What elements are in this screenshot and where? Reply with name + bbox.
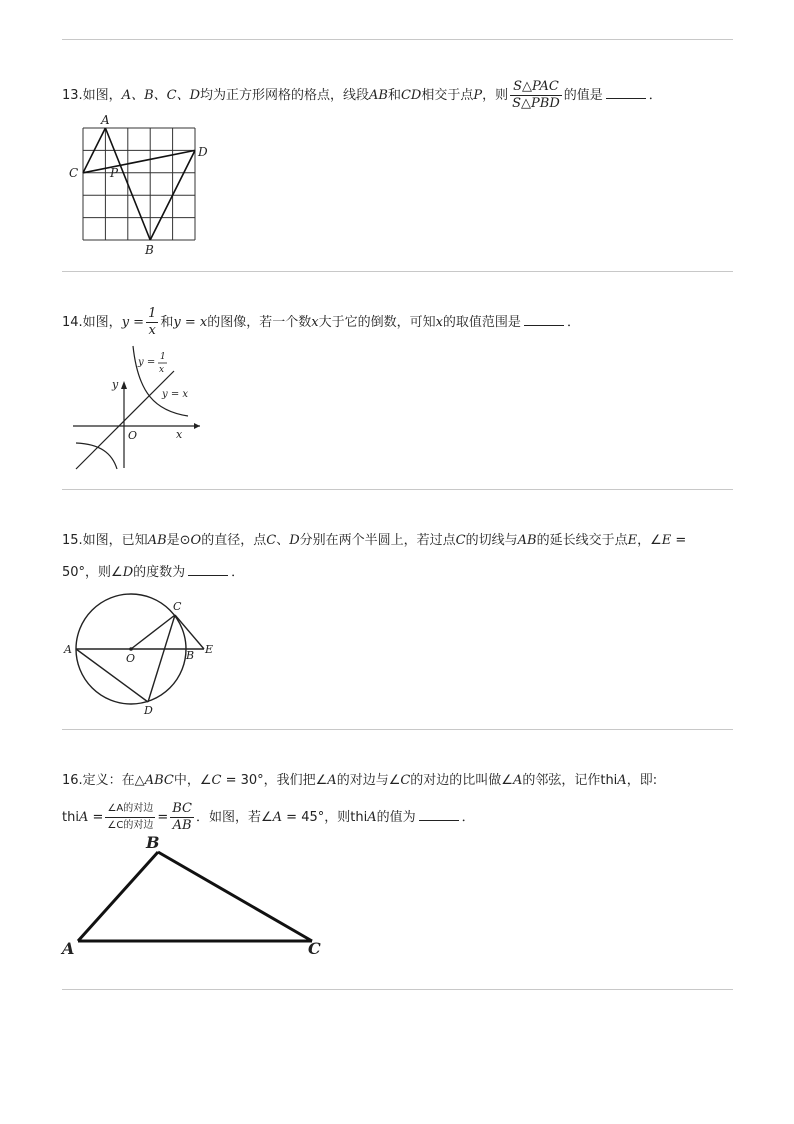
origin-label: O xyxy=(128,429,138,442)
question-13-text: 13.如图，A、B、C、D均为正方形网格的格点，线段AB和CD相交于点P，则 $\frac{\text{S△PAC}}{\text{S△PBD}}$ 的值是 ． xyxy=(62,79,662,111)
label-A: A xyxy=(64,643,72,656)
bc-over-ab-fraction: $\frac{BC}{AB}$ xyxy=(172,801,192,833)
thi-definition-fraction: $\frac{\text{∠A的对边}}{\text{∠C的对边}}$ xyxy=(107,803,154,831)
separator-15-16 xyxy=(62,729,733,730)
curve-label-den: x xyxy=(159,365,165,375)
curve-label-lhs: y = xyxy=(138,357,156,368)
label-E: E xyxy=(205,643,214,656)
answer-blank-16[interactable] xyxy=(419,808,459,821)
label-A: A xyxy=(62,939,75,958)
label-D: D xyxy=(144,704,153,717)
label-C: C xyxy=(308,939,321,958)
label-B: B xyxy=(186,649,195,662)
label-B: B xyxy=(146,833,160,852)
label-A: A xyxy=(101,113,110,127)
separator-13-14 xyxy=(62,271,733,272)
figure-16-triangle xyxy=(60,830,340,960)
answer-blank-13[interactable] xyxy=(606,86,646,99)
label-P: P xyxy=(110,166,119,180)
axis-x-label: x xyxy=(176,428,183,441)
answer-blank-14[interactable] xyxy=(524,313,564,326)
label-D: D xyxy=(198,145,208,159)
separator-14-15 xyxy=(62,489,733,490)
label-O: O xyxy=(126,652,136,665)
separator-bottom xyxy=(62,989,733,990)
figure-15-circle xyxy=(62,597,222,717)
question-15-line-1: 15.如图，已知AB是⊙O的直径，点C、D分别在两个半圆上，若过点C的切线与AB的延长线交于点E，∠E = xyxy=(62,533,687,548)
question-15-line-2: 50°，则∠D的度数为 ． xyxy=(62,565,245,580)
curve-label-num: 1 xyxy=(160,352,166,362)
label-C: C xyxy=(69,166,79,180)
question-14-text: 14.如图，y = $\frac{1}{x}$ 和y = x的图像，若一个数x大于它的倒数，可知x的取值范围是 ． xyxy=(62,306,580,338)
line-label: y = x xyxy=(162,389,189,400)
separator-top xyxy=(62,39,733,40)
label-C: C xyxy=(173,600,182,613)
label-B: B xyxy=(145,243,154,257)
figure-14-graph xyxy=(70,343,220,473)
reciprocal-fraction: $\frac{1}{x}$ xyxy=(148,306,157,338)
question-16-line-1: 16.定义：在△ABC中，∠C = 30°，我们把∠A的对边与∠C的对边的比叫做∠A的邻弦，记作thiA，即: xyxy=(62,773,658,788)
answer-blank-15[interactable] xyxy=(188,563,228,576)
question-16-line-2: thiA = $\frac{\text{∠A的对边}}{\text{∠C的对边}}$ = $\frac{BC}{AB}$ ．如图，若∠A = 45°，则thiA的值为 ． xyxy=(62,801,475,833)
axis-y-label: y xyxy=(112,378,119,391)
area-ratio-fraction: $\frac{\text{S△PAC}}{\text{S△PBD}}$ xyxy=(512,79,560,111)
figure-13-grid xyxy=(66,115,216,255)
